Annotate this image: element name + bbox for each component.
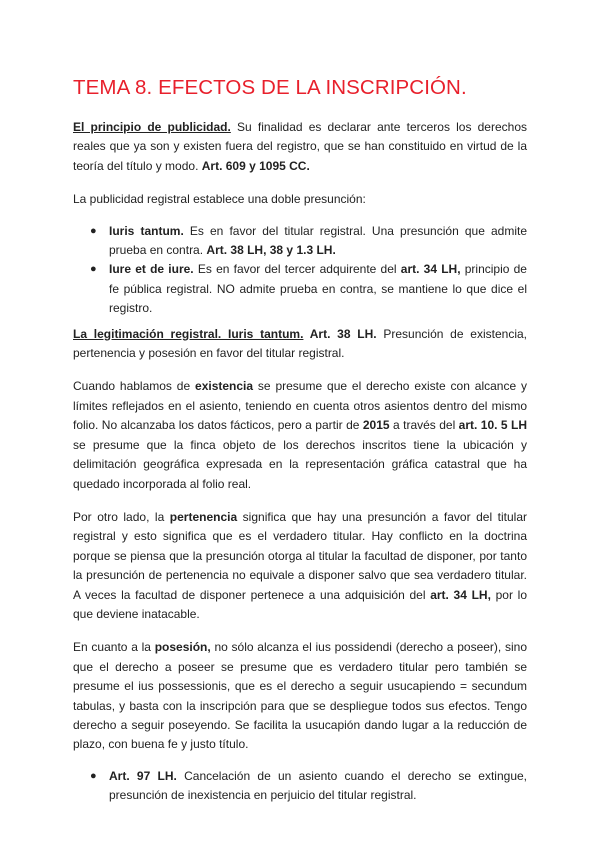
- page-title: TEMA 8. EFECTOS DE LA INSCRIPCIÓN.: [73, 76, 467, 99]
- heading-publicidad: El principio de publicidad.: [73, 120, 231, 134]
- paragraph-publicidad: El principio de publicidad. Su finalidad es declarar ante terceros los derechos reales que ya son y existen fuera del registro, que se han constituido en virtud de la teoría del título y modo. Art. 609 y 1095 CC.: [73, 120, 527, 173]
- list-item: ● Art. 97 LH. Cancelación de un asiento cuando el derecho se extingue, presunción de inexistencia en perjuicio del titular registral.: [90, 768, 528, 803]
- heading-legitimacion: La legitimación registral. Iuris tantum.: [73, 326, 304, 341]
- bullet-icon: ●: [90, 263, 97, 276]
- paragraph-existencia: Cuando hablamos de existencia se presume que el derecho existe con alcance y límites reflejados en el asiento, teniendo en cuenta otros asientos dentro del mismo folio. No alcanzaba los datos fácticos, pero a partir de 2015 a través del art. 10. 5 LH se presume que la finca objeto de los derechos inscritos tiene la ubicación y delimitación geográfica expresada en la representación gráfica catastral que ha quedado incorporada al folio real.: [73, 379, 528, 491]
- paragraph-posesion: En cuanto a la posesión, no sólo alcanza el ius possidendi (derecho a poseer), sino que el derecho a poseer se presume que es verdadero titular pero también se presume el ius possessionis, que es el derecho a seguir usucapiendo = secundum tabulas, y basta con la inscripción para que se despliegue todos sus efectos. Tengo derecho a seguir poseyendo. Se facilita la usucapión dando lugar a la reducción de plazo, con buena fe y justo título.: [73, 640, 528, 752]
- bullet-icon: ●: [90, 769, 97, 782]
- bullet-list-presunciones: [73, 222, 527, 319]
- bullet-list-art97: [73, 767, 527, 806]
- list-item: ● Iure et de iure. Es en favor del tercer adquirente del art. 34 LH, principio de fe pública registral. NO admite prueba en contra, se mantiene lo que dice el registro.: [90, 262, 527, 316]
- paragraph-legitimacion: La legitimación registral. Iuris tantum. Art. 38 LH. Presunción de existencia, pertenencia y posesión en favor del titular registral.: [73, 326, 527, 361]
- bullet-icon: ●: [90, 224, 97, 237]
- list-item: ● Iuris tantum. Es en favor del titular registral. Una presunción que admite prueba en contra. Art. 38 LH, 38 y 1.3 LH.: [90, 223, 527, 258]
- paragraph-pertenencia: Por otro lado, la pertenencia significa que hay una presunción a favor del titular registral y esto significa que es el verdadero titular. Hay conflicto en la doctrina porque se piensa que la presunción otorga al titular la facultad de disponer, por tanto la presunción de pertenencia no equivale a disponer salvo que sea verdadero titular. A veces la facultad de disponer pertenece a una adquisición del art. 34 LH, por lo que deviene inatacable.: [73, 509, 528, 621]
- paragraph-doble-presuncion: La publicidad registral establece una doble presunción:: [73, 192, 366, 207]
